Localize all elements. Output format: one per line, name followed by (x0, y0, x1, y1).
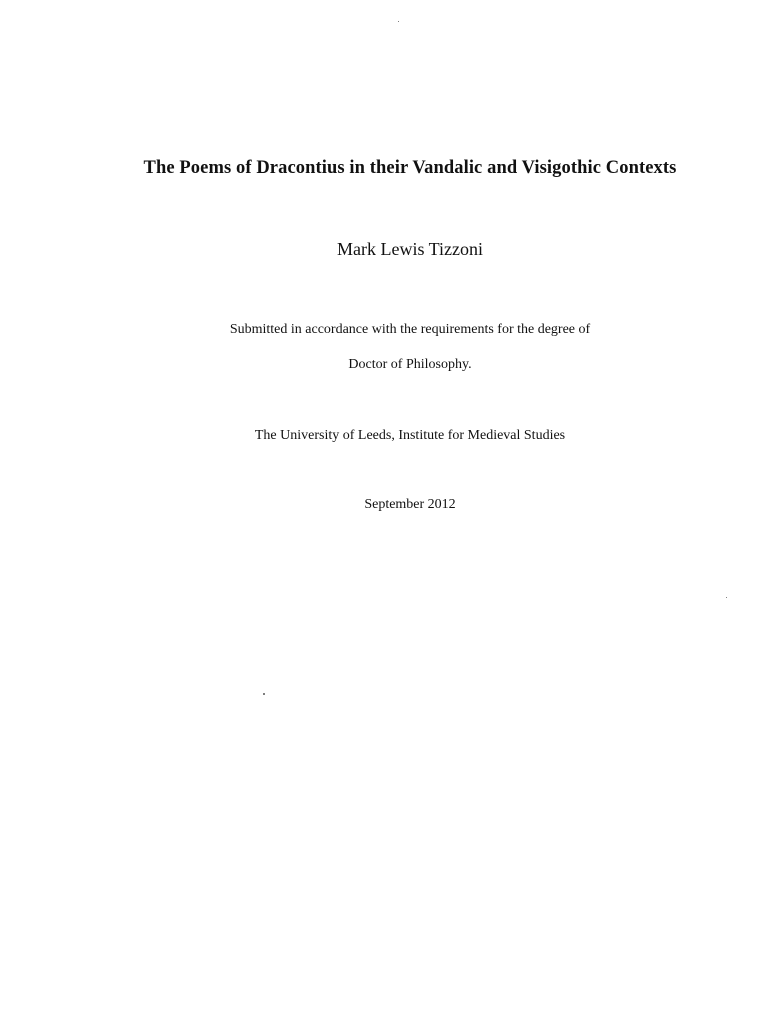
thesis-title: The Poems of Dracontius in their Vandalic and Visigothic Contexts (143, 158, 677, 178)
degree-name: Doctor of Philosophy. (348, 357, 472, 372)
scan-speck (263, 693, 265, 695)
author-name: Mark Lewis Tizzoni (337, 239, 483, 259)
submission-statement: Submitted in accordance with the requirements for the degree of (229, 322, 591, 337)
scan-speck (726, 597, 727, 598)
submission-date: September 2012 (364, 497, 456, 512)
institution: The University of Leeds, Institute for Medieval Studies (254, 428, 566, 443)
scan-speck (398, 21, 399, 22)
